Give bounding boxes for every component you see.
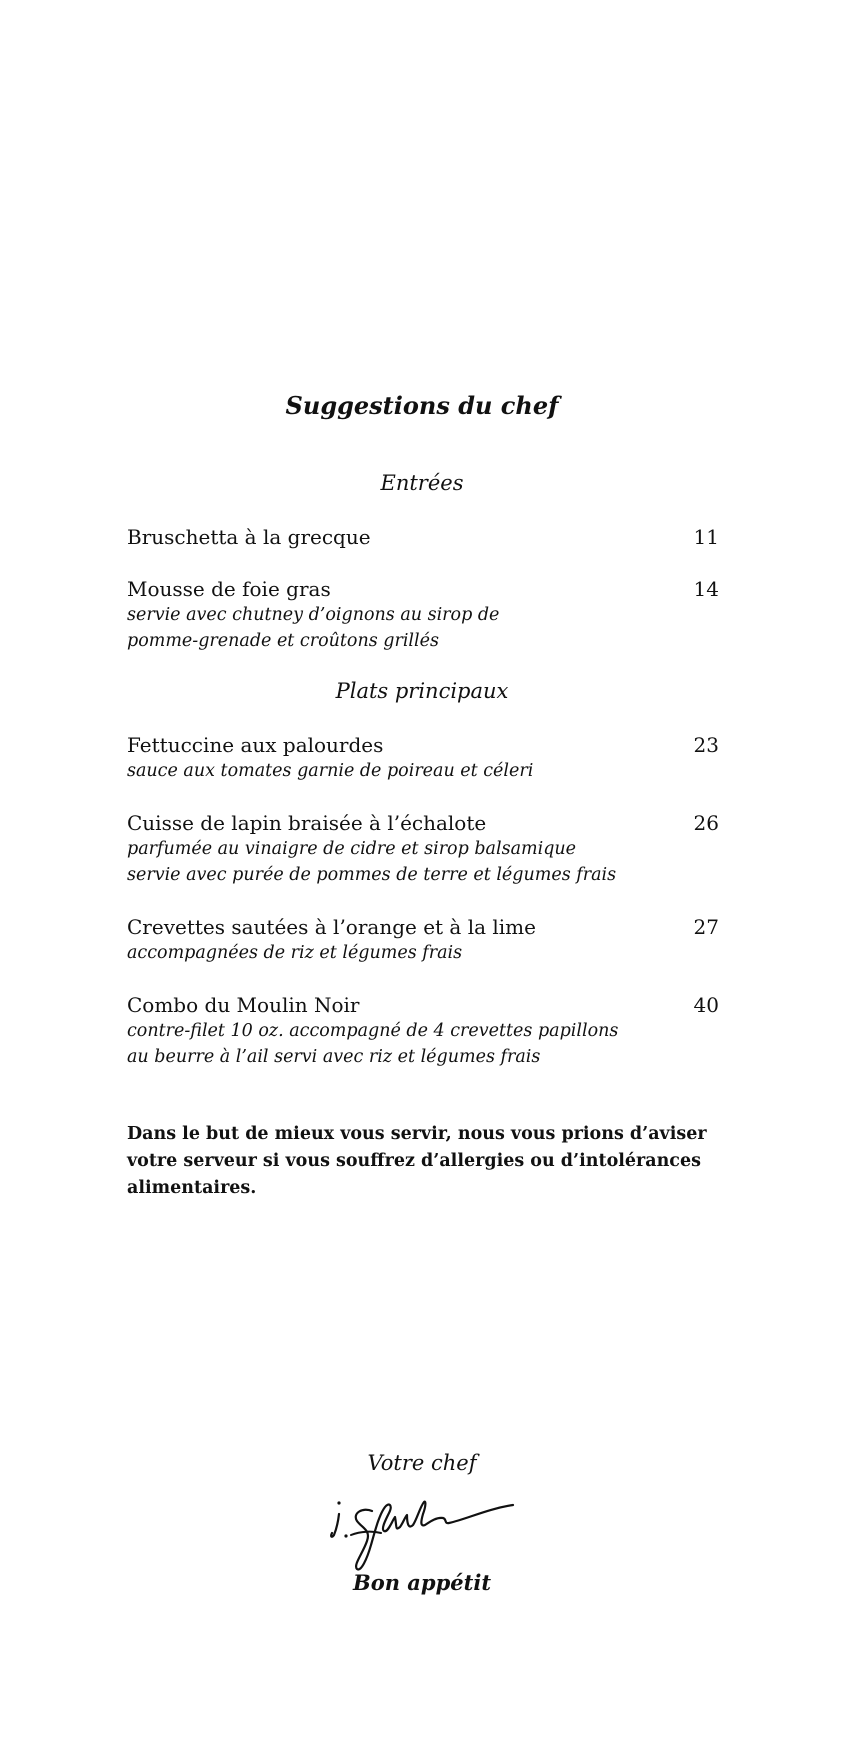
chef-label: Votre chef: [367, 1451, 477, 1475]
menu-item: [127, 914, 719, 966]
menu-item: [127, 810, 719, 888]
item-description: contre-filet 10 oz. accompagné de 4 crevettes papillons au beurre à l’ail servi avec riz et légumes frais: [127, 1021, 619, 1067]
item-name: Crevettes sautées à l’orange et à la lime: [127, 915, 536, 939]
menu-item: [127, 576, 719, 654]
bon-appetit: Bon appétit: [352, 1570, 492, 1595]
item-price: 40: [693, 993, 719, 1017]
item-name: Combo du Moulin Noir: [127, 993, 360, 1017]
item-name: Bruschetta à la grecque: [127, 525, 371, 549]
item-name: Mousse de foie gras: [127, 577, 331, 601]
menu-item: [127, 992, 719, 1070]
item-description: servie avec chutney d’oignons au sirop de pomme-grenade et croûtons grillés: [127, 605, 500, 651]
item-price: 11: [693, 525, 719, 549]
chef-signature: [327, 1497, 517, 1572]
item-name: Cuisse de lapin braisée à l’échalote: [127, 811, 487, 835]
allergy-notice: Dans le but de mieux vous servir, nous vous prions d’aviser votre serveur si vous souffrez d’allergies ou d’intolérances alimentaires.: [127, 1124, 707, 1198]
item-description: accompagnées de riz et légumes frais: [127, 943, 463, 963]
item-price: 27: [693, 915, 719, 939]
item-price: 23: [693, 733, 719, 757]
menu-title: Suggestions du chef: [285, 391, 559, 420]
item-name: Fettuccine aux palourdes: [127, 733, 384, 757]
item-price: 26: [693, 811, 719, 835]
section-heading-plats-principaux: Plats principaux: [335, 679, 509, 703]
menu-item: [127, 524, 719, 550]
item-description: sauce aux tomates garnie de poireau et céleri: [127, 761, 534, 781]
section-heading-entrees: Entrées: [380, 471, 464, 495]
menu-item: [127, 732, 719, 784]
item-description: parfumée au vinaigre de cidre et sirop balsamique servie avec purée de pommes de terre et légumes frais: [127, 839, 617, 885]
item-price: 14: [693, 577, 719, 601]
